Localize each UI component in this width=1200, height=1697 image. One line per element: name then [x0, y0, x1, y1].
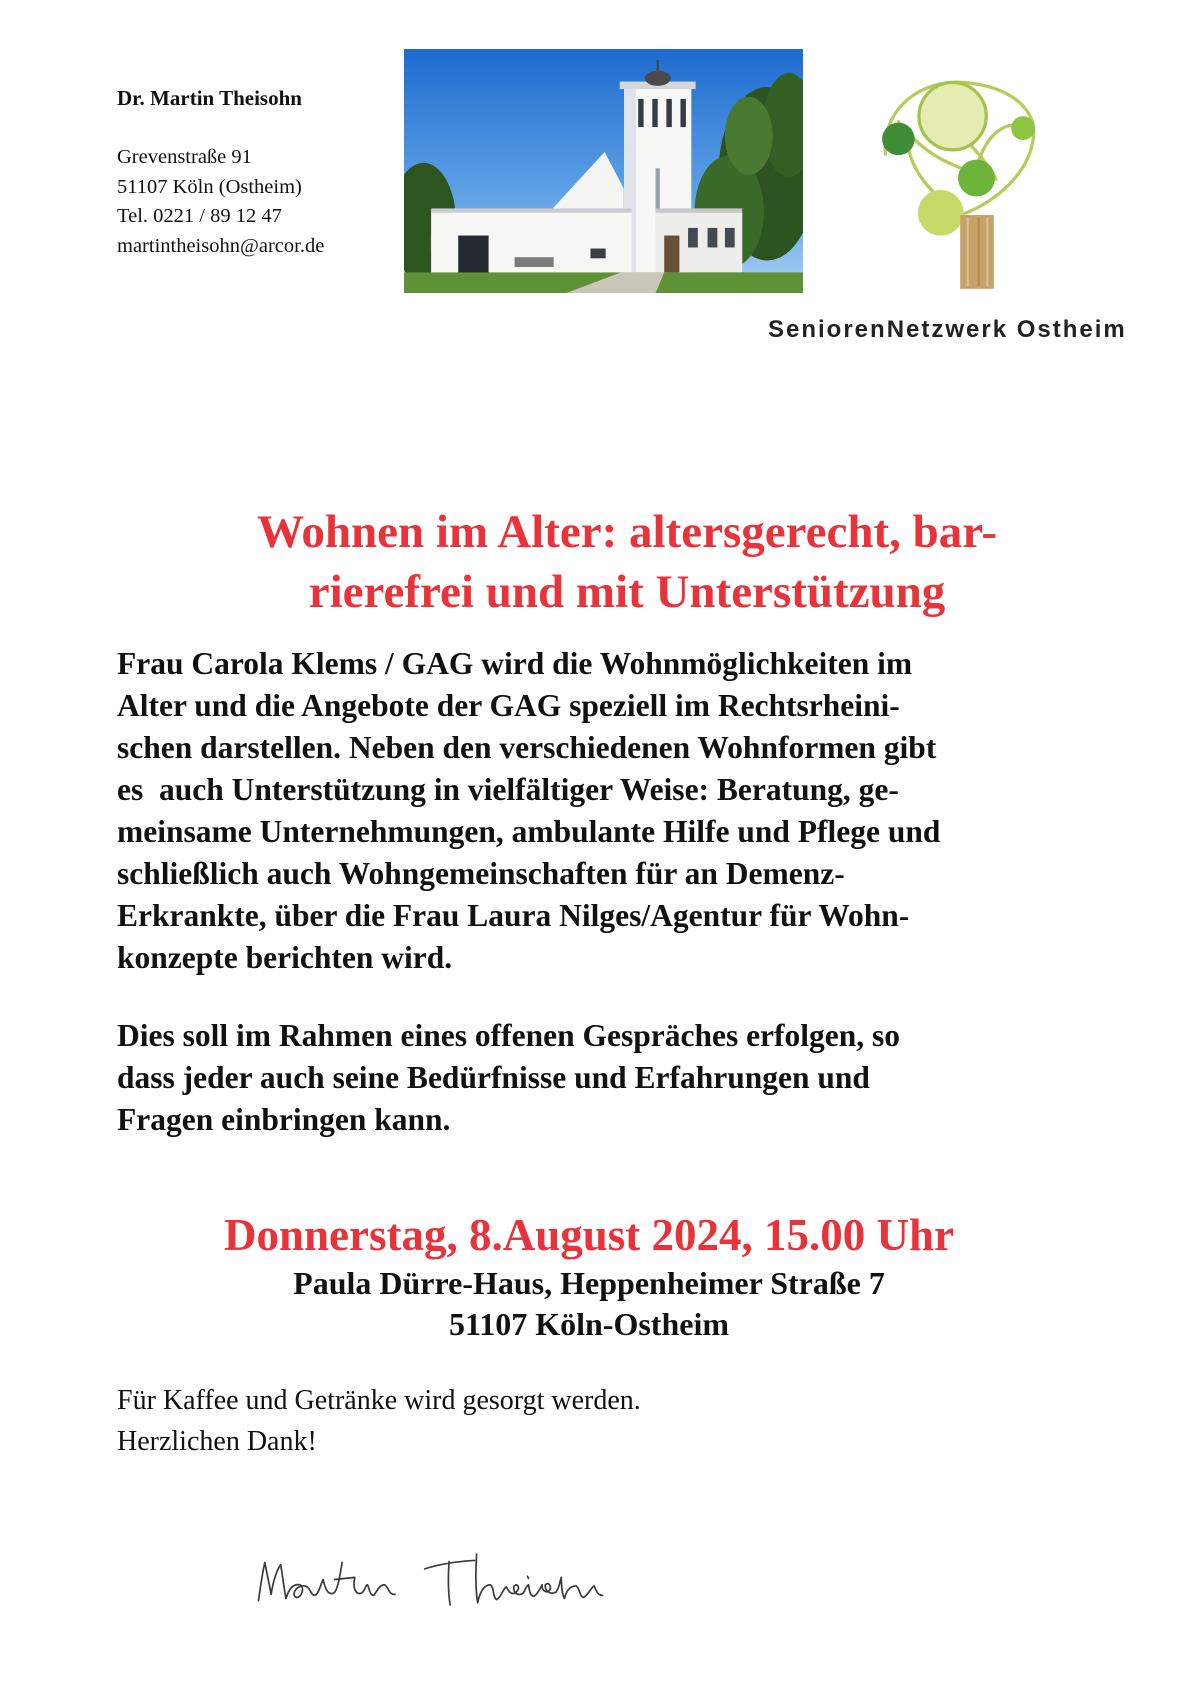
- page-title: [127, 502, 1127, 622]
- event-venue: Paula Dürre-Haus, Heppenheimer Straße 7: [293, 1265, 885, 1301]
- body-line: Erkrankte, über die Frau Laura Nilges/Agentur für Wohn-: [117, 898, 910, 933]
- body-line: schen darstellen. Neben den verschiedenen Wohnformen gibt: [117, 730, 937, 765]
- sender-address: [117, 143, 324, 261]
- logo-trunk: [960, 215, 994, 289]
- title-line: rierefrei und mit Unterstützung: [308, 566, 946, 618]
- logo-circle-large: [918, 190, 964, 236]
- body-line: Alter und die Angebote der GAG speziell im Rechtsrheini-: [117, 688, 900, 723]
- event-city: 51107 Köln-Ostheim: [448, 1306, 729, 1342]
- body-line: schließlich auch Wohngemeinschaften für an Demenz-: [117, 856, 845, 891]
- body-line: Fragen einbringen kann.: [117, 1102, 451, 1137]
- body-line: es auch Unterstützung in vielfältiger Weise: Beratung, ge-: [117, 772, 899, 807]
- closing-line: Für Kaffee und Getränke wird gesorgt werden.: [117, 1385, 641, 1416]
- closing-line: Herzlichen Dank!: [117, 1426, 317, 1457]
- logo-circle-mid: [958, 160, 995, 197]
- event-location: [89, 1263, 1089, 1345]
- body-line: meinsame Unternehmungen, ambulante Hilfe und Pflege und: [117, 814, 941, 849]
- logo-circle-small: [1011, 116, 1035, 140]
- tree-of-circles-logo: [868, 76, 1047, 291]
- church-building-photo: [404, 49, 803, 293]
- logo-circle-dark: [882, 123, 915, 156]
- handwritten-signature: [250, 1535, 610, 1625]
- closing-text: [117, 1380, 641, 1462]
- sender-email: martintheisohn@arcor.de: [117, 234, 325, 257]
- title-line: Wohnen im Alter: altersgerecht, bar-: [256, 506, 998, 558]
- body-paragraph-2: [117, 1015, 1117, 1141]
- body-line: konzepte berichten wird.: [117, 940, 453, 975]
- body-line: Frau Carola Klems / GAG wird die Wohnmöglichkeiten im: [117, 646, 913, 681]
- sender-city: 51107 Köln (Ostheim): [117, 175, 302, 198]
- sender-street: Grevenstraße 91: [117, 146, 252, 168]
- sender-phone: Tel. 0221 / 89 12 47: [117, 205, 282, 228]
- body-line: dass jeder auch seine Bedürfnisse und Erfahrungen und: [117, 1060, 870, 1095]
- sender-name: Dr. Martin Theisohn: [117, 86, 302, 110]
- photo-right-building: [656, 208, 743, 272]
- body-paragraph-1: [117, 643, 1117, 979]
- body-line: Dies soll im Rahmen eines offenen Gespräches erfolgen, so: [117, 1018, 901, 1053]
- photo-low-building: [431, 208, 632, 274]
- logo-caption: SeniorenNetzwerk Ostheim: [768, 316, 1127, 343]
- logo-circle-top: [919, 83, 986, 150]
- event-date-time: Donnerstag, 8.August 2024, 15.00 Uhr: [223, 1210, 955, 1260]
